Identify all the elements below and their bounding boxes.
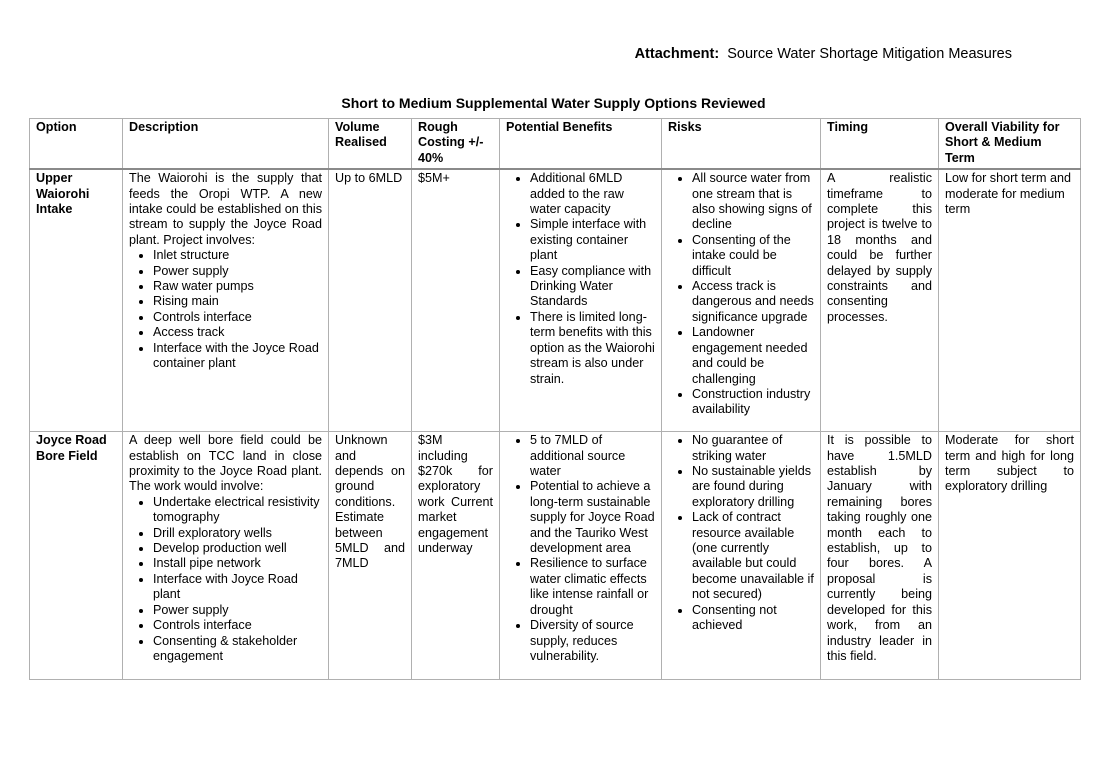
list-item: • Power supply	[153, 603, 322, 618]
viability-cell: Moderate for short term and high for long term subject to exploratory drilling	[939, 432, 1081, 680]
list-item: • Drill exploratory wells	[153, 526, 322, 541]
list-item: • Lack of contract resource available (one currently available but could become unavailable if not secured)	[692, 510, 814, 602]
list-item: • Inlet structure	[153, 248, 322, 263]
benefits-cell	[500, 169, 662, 432]
table-row	[30, 169, 1081, 432]
list-item: • Consenting of the intake could be difficult	[692, 233, 814, 279]
benefits-cell	[500, 432, 662, 680]
volume-cell: Up to 6MLD	[329, 169, 412, 432]
col-header-volume: Volume Realised	[329, 119, 412, 170]
attachment-text: Source Water Shortage Mitigation Measures	[727, 46, 1012, 62]
list-item: • Easy compliance with Drinking Water Standards	[530, 264, 655, 310]
list-item: • Install pipe network	[153, 556, 322, 571]
list-item: • Interface with the Joyce Road container plant	[153, 341, 322, 372]
costing-cell: $5M+	[412, 169, 500, 432]
table-heading: Short to Medium Supplemental Water Supply Options Reviewed	[341, 95, 766, 111]
description-list	[129, 248, 322, 371]
list-item: • No guarantee of striking water	[692, 433, 814, 464]
col-header-option: Option	[30, 119, 123, 170]
list-item: • Interface with Joyce Road plant	[153, 572, 322, 603]
list-item: • Diversity of source supply, reduces vulnerability.	[530, 618, 655, 664]
timing-cell: It is possible to have 1.5MLD establish by January with remaining bores taking roughly one month each to establish, up to four bores. A proposal is currently being developed for this work, from an industry leader in this field.	[821, 432, 939, 680]
list-item: • Landowner engagement needed and could be challenging	[692, 325, 814, 387]
col-header-timing: Timing	[821, 119, 939, 170]
description-list	[129, 495, 322, 664]
col-header-viability: Overall Viability for Short & Medium Term	[939, 119, 1081, 170]
list-item: • Power supply	[153, 264, 322, 279]
list-item: • Simple interface with existing container plant	[530, 217, 655, 263]
list-item: • Rising main	[153, 294, 322, 309]
description-cell	[123, 432, 329, 680]
list-item: • Access track is dangerous and needs significance upgrade	[692, 279, 814, 325]
list-item: • Controls interface	[153, 310, 322, 325]
header-row	[30, 119, 1081, 170]
options-table	[29, 118, 1081, 680]
list-item: • Additional 6MLD added to the raw water capacity	[530, 171, 655, 217]
benefits-list	[506, 433, 655, 664]
list-item: • Resilience to surface water climatic effects like intense rainfall or drought	[530, 556, 655, 618]
risks-cell	[662, 169, 821, 432]
risks-list	[668, 433, 814, 633]
list-item: • Raw water pumps	[153, 279, 322, 294]
col-header-risks: Risks	[662, 119, 821, 170]
list-item: • Construction industry availability	[692, 387, 814, 418]
list-item: • There is limited long-term benefits with this option as the Waiorohi stream is also under strain.	[530, 310, 655, 387]
list-item: • No sustainable yields are found during exploratory drilling	[692, 464, 814, 510]
list-item: • 5 to 7MLD of additional source water	[530, 433, 655, 479]
list-item: • Undertake electrical resistivity tomography	[153, 495, 322, 526]
risks-cell	[662, 432, 821, 680]
table-row	[30, 432, 1081, 680]
list-item: • All source water from one stream that is also showing signs of decline	[692, 171, 814, 233]
volume-cell: Unknown and depends on ground conditions. Estimate between 5MLD and 7MLD	[329, 432, 412, 680]
list-item: • Potential to achieve a long-term sustainable supply for Joyce Road and the Tauriko West development area	[530, 479, 655, 556]
list-item: • Consenting not achieved	[692, 603, 814, 634]
col-header-benefits: Potential Benefits	[500, 119, 662, 170]
costing-cell: $3M including $270k for exploratory work Current market engagement underway	[412, 432, 500, 680]
description-text: A deep well bore field could be establish on TCC land in close proximity to the Joyce Road plant. The work would involve:	[129, 433, 322, 494]
timing-cell: A realistic timeframe to complete this project is twelve to 18 months and could be further delayed by supply constraints and consenting processes.	[821, 169, 939, 432]
list-item: • Consenting & stakeholder engagement	[153, 634, 322, 665]
attachment-label: Attachment:	[634, 46, 720, 62]
description-text: The Waiorohi is the supply that feeds the Oropi WTP. A new intake could be established on this stream to supply the Joyce Road plant. Project involves:	[129, 171, 322, 247]
attachment-line	[635, 46, 1012, 62]
col-header-description: Description	[123, 119, 329, 170]
description-cell	[123, 169, 329, 432]
benefits-list	[506, 171, 655, 387]
option-cell: Upper Waiorohi Intake	[30, 169, 123, 432]
col-header-costing: Rough Costing +/- 40%	[412, 119, 500, 170]
risks-list	[668, 171, 814, 418]
list-item: • Access track	[153, 325, 322, 340]
option-cell: Joyce Road Bore Field	[30, 432, 123, 680]
list-item: • Controls interface	[153, 618, 322, 633]
list-item: • Develop production well	[153, 541, 322, 556]
viability-cell: Low for short term and moderate for medium term	[939, 169, 1081, 432]
